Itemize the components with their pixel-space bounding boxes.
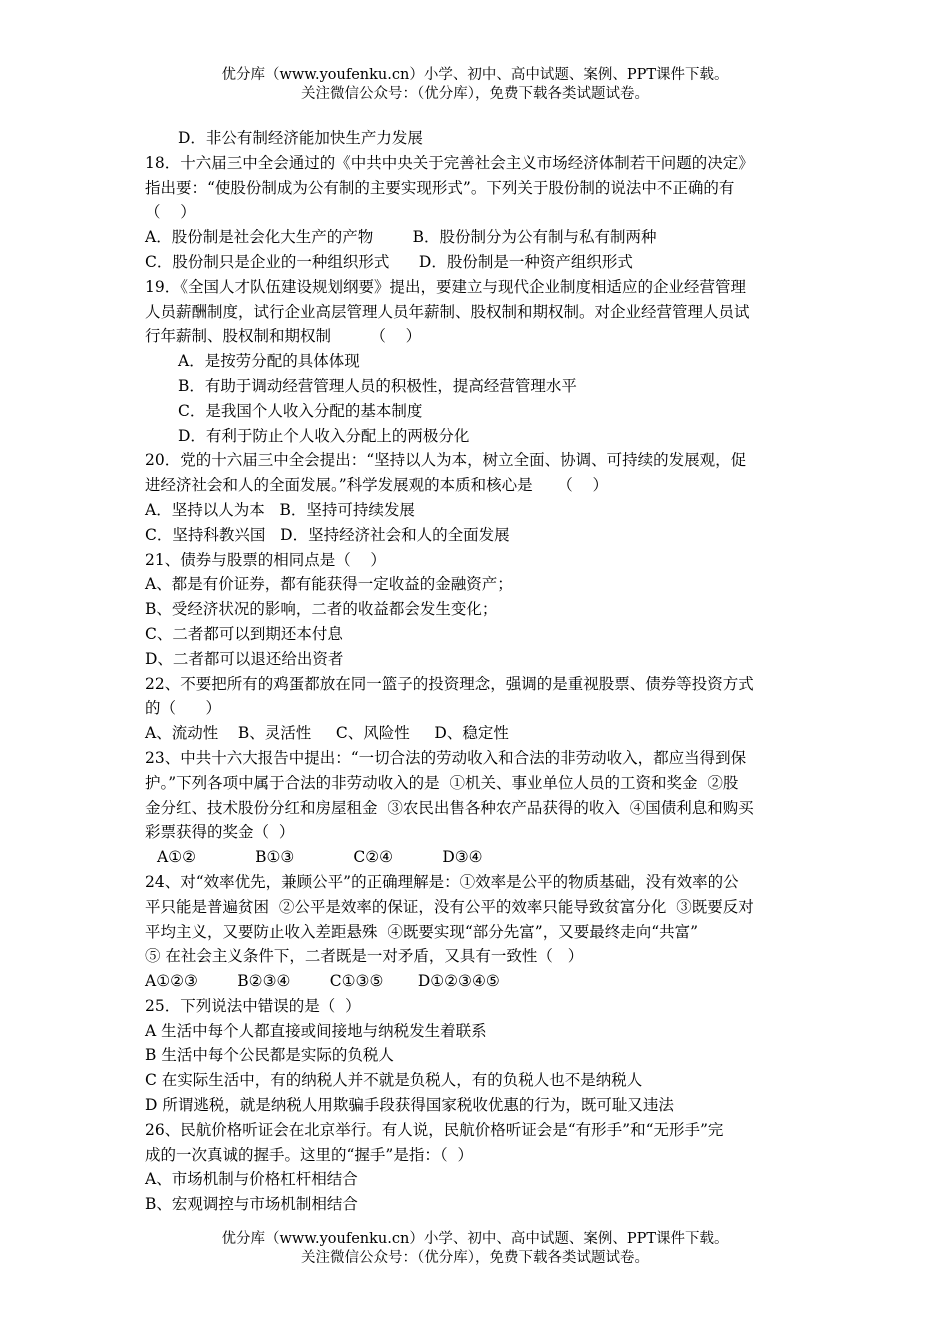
text-line: （ ） [145, 203, 196, 222]
text-line: ⑤ 在社会主义条件下，二者既是一对矛盾，又具有一致性（ ） [145, 947, 584, 966]
text-line: 平只能是普遍贫困 ②公平是效率的保证，没有公平的效率只能导致贫富分化 ③既要反对 [145, 897, 754, 916]
text-line: 平均主义，又要防止收入差距悬殊 ④既要实现“部分先富”，又要最终走向“共富” [145, 922, 699, 941]
text-line: C．是我国个人收入分配的基本制度 [178, 401, 423, 420]
text-line: A、都是有价证券，都有能获得一定收益的金融资产； [145, 575, 513, 594]
text-line: A①②③ B②③④ C①③⑤ D①②③④⑤ [145, 972, 500, 991]
text-line: D．非公有制经济能加快生产力发展 [178, 129, 423, 147]
page-footer [0, 1230, 950, 1268]
text-line: B、宏观调控与市场机制相结合 [145, 1195, 358, 1214]
text-line: B、受经济状况的影响，二者的收益都会发生变化； [145, 600, 498, 619]
text-line: 成的一次真诚的握手。这里的“握手”是指：（ ） [145, 1145, 473, 1164]
footer-line-2: 关注微信公众号：（优分库），免费下载各类试题试卷。 [301, 1250, 649, 1266]
page-header [0, 66, 950, 104]
text-line: 18．十六届三中全会通过的《中共中央关于完善社会主义市场经济体制若干问题的决定》 [145, 153, 754, 172]
text-line: 22、不要把所有的鸡蛋都放在同一篮子的投资理念，强调的是重视股票、债券等投资方式 [145, 674, 754, 693]
text-line: 行年薪制、股权制和期权制 （ ） [145, 327, 422, 346]
text-line: A、市场机制与价格杠杆相结合 [145, 1170, 358, 1189]
text-line: C．股份制只是企业的一种组织形式 D．股份制是一种资产组织形式 [145, 252, 633, 271]
text-line: A．坚持以人为本 B．坚持可持续发展 [145, 500, 415, 519]
text-line: 护。”下列各项中属于合法的非劳动收入的是 ①机关、事业单位人员的工资和奖金 ②股 [145, 773, 739, 792]
text-line: 25．下列说法中错误的是（ ） [145, 996, 361, 1015]
text-line: 指出要：“使股份制成为公有制的主要实现形式”。下列关于股份制的说法中不正确的有 [145, 178, 735, 197]
text-line: D．有利于防止个人收入分配上的两极分化 [178, 426, 470, 445]
text-line: 进经济社会和人的全面发展。”科学发展观的本质和核心是 （ ） [145, 476, 609, 495]
document-body [145, 126, 810, 1217]
text-line: 人员薪酬制度，试行企业高层管理人员年薪制、股权制和期权制。对企业经营管理人员试 [145, 302, 750, 321]
text-line: C．坚持科教兴国 D．坚持经济社会和人的全面发展 [145, 525, 510, 544]
text-line: A．是按劳分配的具体体现 [178, 352, 360, 371]
text-line: C、二者都可以到期还本付息 [145, 624, 343, 643]
text-line: A．股份制是社会化大生产的产物 B．股份制分为公有制与私有制两种 [145, 228, 657, 247]
text-line: 20．党的十六届三中全会提出：“坚持以人为本，树立全面、协调、可持续的发展观，促 [145, 451, 747, 470]
text-line: B 生活中每个公民都是实际的负税人 [145, 1046, 394, 1065]
text-line: A①② B①③ C②④ D③④ [157, 848, 483, 867]
header-line-1: 优分库（www.youfenku.cn）小学、初中、高中试题、案例、PPT课件下载。 [221, 67, 729, 83]
text-line: 24、对“效率优先，兼顾公平”的正确理解是：①效率是公平的物质基础，没有效率的公 [145, 872, 739, 891]
text-line: A 生活中每个人都直接或间接地与纳税发生着联系 [145, 1021, 487, 1040]
text-line: C 在实际生活中，有的纳税人并不就是负税人，有的负税人也不是纳税人 [145, 1071, 643, 1090]
footer-line-1: 优分库（www.youfenku.cn）小学、初中、高中试题、案例、PPT课件下载。 [221, 1231, 729, 1247]
text-line: 的（ ） [145, 699, 222, 718]
text-line: 26、民航价格听证会在北京举行。有人说，民航价格听证会是“有形手”和“无形手”完 [145, 1120, 724, 1139]
header-line-2: 关注微信公众号：（优分库），免费下载各类试题试卷。 [301, 86, 649, 102]
text-line: B．有助于调动经营管理人员的积极性，提高经营管理水平 [178, 376, 577, 395]
text-line: 19．《全国人才队伍建设规划纲要》提出，要建立与现代企业制度相适应的企业经营管理 [145, 277, 746, 296]
text-line: D 所谓逃税，就是纳税人用欺骗手段获得国家税收优惠的行为，既可耻又违法 [145, 1096, 674, 1115]
text-line: D、二者都可以退还给出资者 [145, 649, 344, 668]
text-line: 金分红、技术股份分红和房屋租金 ③农民出售各种农产品获得的收入 ④国债利息和购买 [145, 798, 754, 817]
text-line: 23、中共十六大报告中提出：“一切合法的劳动收入和合法的非劳动收入，都应当得到保 [145, 748, 747, 767]
text-line: 21、债券与股票的相同点是（ ） [145, 550, 386, 569]
text-line: 彩票获得的奖金（ ） [145, 823, 295, 842]
text-line: A、流动性 B、灵活性 C、风险性 D、稳定性 [145, 724, 509, 743]
